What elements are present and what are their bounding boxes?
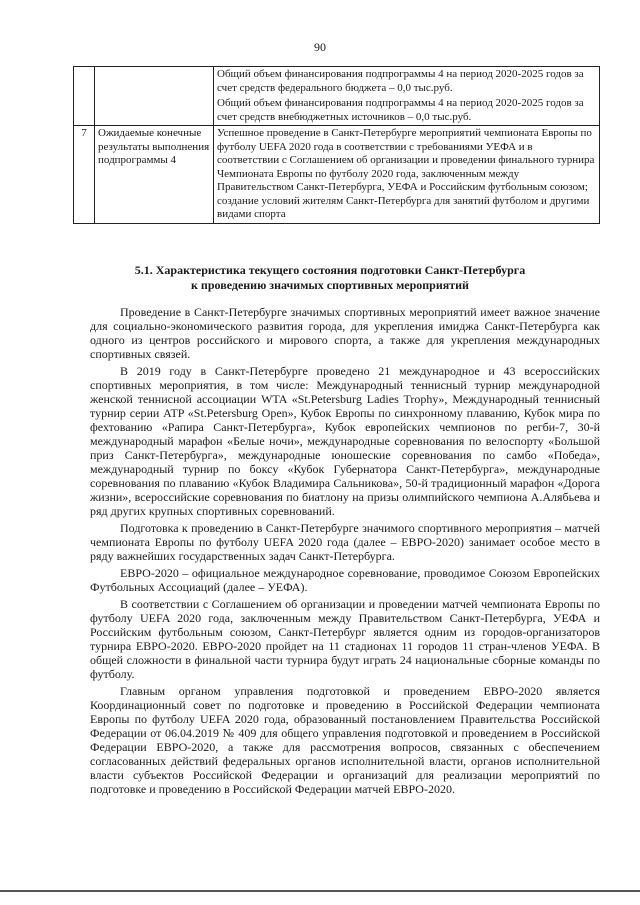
table-row-results	[74, 126, 600, 224]
section-title-line: к проведению значимых спортивных мероприятий	[191, 278, 469, 292]
scan-edge-divider	[0, 890, 640, 892]
paragraph: ЕВРО-2020 – официальное международное соревнование, проводимое Союзом Европейских Футбольных Ассоциаций (далее – УЕФА).	[90, 566, 600, 594]
extrabudget-text: Общий объем финансирования подпрограммы 4 на период 2020-2025 годов за счет средств внебюджетных источников – 0,0 тыс.руб.	[217, 97, 584, 123]
paragraph: Подготовка к проведению в Санкт-Петербурге значимого спортивного мероприятия – матчей чемпионата Европы по футболу UEFA 2020 года (далее – ЕВРО-2020) занимает особое место в ряду важнейших государственных задач Санкт-Петербурга.	[90, 521, 600, 563]
row-label-cell	[95, 67, 214, 126]
row-number-cell: 7	[74, 126, 95, 224]
paragraph: В соответствии с Соглашением об организации и проведении матчей чемпионата Европы по футболу UEFA 2020 года, заключенным между Правительством Санкт-Петербурга, УЕФА и Российским футбольным союзом, Санкт-Петербург является одним из городов-организаторов турнира ЕВРО-2020. ЕВРО-2020 пройдет на 11 стадионах 11 городов 11 стран-членов УЕФА. В общей сложности в финальной части турнира будут играть 24 национальные сборные команды по футболу.	[90, 597, 600, 681]
row-number-cell	[74, 67, 95, 126]
paragraph: В 2019 году в Санкт-Петербурге проведено 21 международное и 43 всероссийских спортивных мероприятия, в том числе: Международный теннисный турнир международной женской теннисной ассоциации WTA «St.Petersburg Ladies Trophy», Международный теннисный турнир серии ATP «St.Petersburg Open», Кубок Европы по синхронному плаванию, Кубок мира по фехтованию «Рапира Санкт-Петербурга», Кубок европейских чемпионов по регби-7, 30-й международный марафон «Белые ночи», международные соревнования по велоспорту «Большой приз Санкт-Петербурга», международные юношеские соревнования по самбо «Победа», международный турнир по боксу «Кубок Губернатора Санкт-Петербурга», международные соревнования по плаванию «Кубок Владимира Сальникова», 50-й традиционный марафон «Дорога жизни», всероссийские соревнования по биатлону на призы олимпийского чемпиона А.Алябьева и ряд других крупных спортивных соревнований.	[90, 364, 600, 518]
page-number: 90	[314, 40, 326, 54]
row-label-cell: Ожидаемые конечные результаты выполнения подпрограммы 4	[95, 126, 214, 224]
row-content-cell: Успешное проведение в Санкт-Петербурге мероприятий чемпионата Европы по футболу UEFA 2020 года в соответствии с требованиями УЕФА и в соответствии с Соглашением об организации и проведении финального турнира Чемпионата Европы по футболу 2020 года, заключенным между Правительством Санкт-Петербурга, УЕФА и Российским футбольным союзом; создание условий жителям Санкт-Петербурга для занятий футболом и другими видами спорта	[214, 126, 600, 224]
row-content-cell	[214, 67, 600, 126]
section-title	[90, 263, 570, 293]
body-text	[90, 305, 600, 799]
federal-budget-text: Общий объем финансирования подпрограммы 4 на период 2020-2025 годов за счет средств федерального бюджета – 0,0 тыс.руб.	[217, 68, 584, 94]
paragraph: Главным органом управления подготовкой и проведением ЕВРО-2020 является Координационный совет по подготовке и проведению в Российской Федерации чемпионата Европы по футболу UEFA 2020 года, образованный постановлением Правительства Российской Федерации от 06.04.2019 № 409 для общего управления подготовкой и проведением в Российской Федерации ЕВРО-2020, а также для рассмотрения вопросов, связанных с обеспечением согласованных действий федеральных органов исполнительной власти, органов исполнительной власти субъектов Российской Федерации и организаций для реализации мероприятий по подготовке и проведению в Российской Федерации матчей ЕВРО-2020.	[90, 684, 600, 796]
subprogram-passport-table	[73, 66, 600, 224]
table-row-financing	[74, 67, 600, 126]
paragraph: Проведение в Санкт-Петербурге значимых спортивных мероприятий имеет важное значение для социально-экономического развития города, для укрепления имиджа Санкт-Петербурга как одного из центров российского и мирового спорта, а также для укрепления международных спортивных связей.	[90, 305, 600, 361]
section-title-line: 5.1. Характеристика текущего состояния подготовки Санкт-Петербурга	[134, 263, 526, 277]
